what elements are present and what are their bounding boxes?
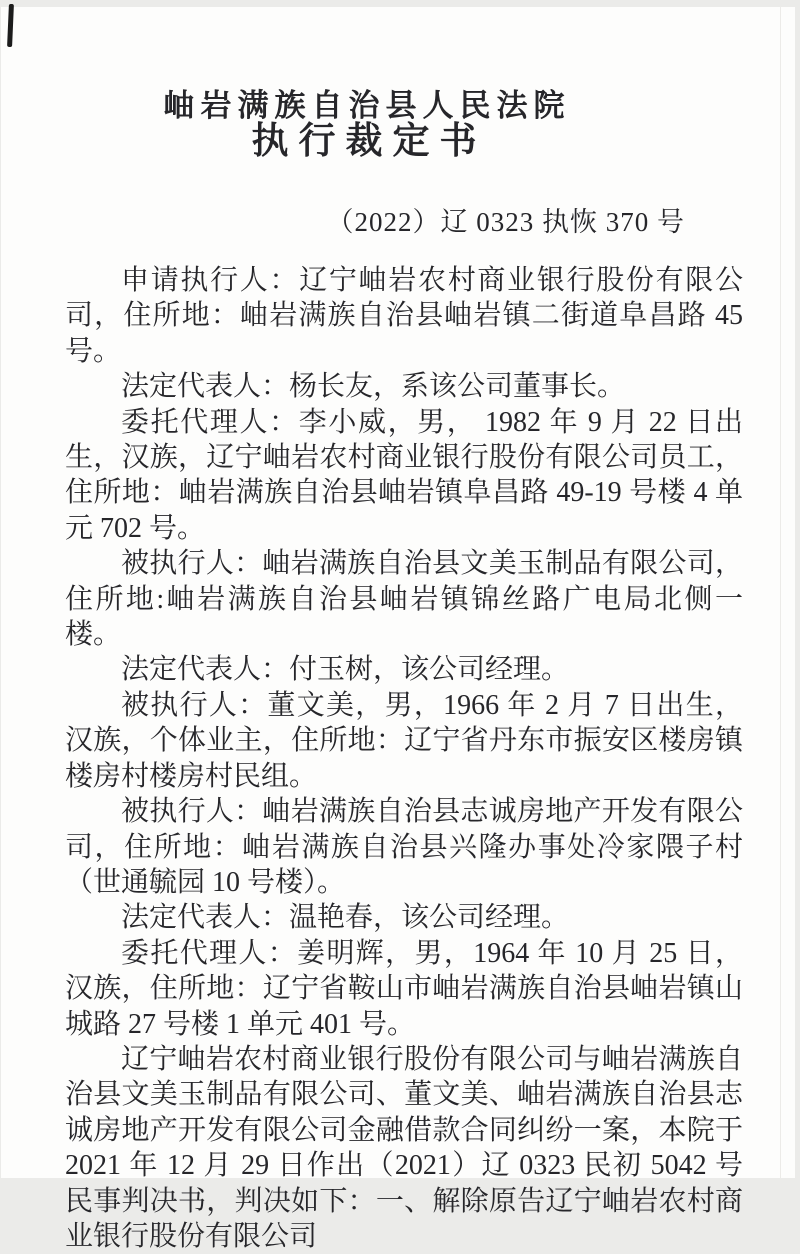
paragraph-agent-2: 委托代理人：姜明辉，男，1964 年 10 月 25 日，汉族，住所地：辽宁省鞍山市岫岩满族自治县岫岩镇山城路 27 号楼 1 单元 401 号。	[65, 937, 743, 1040]
paragraph-respondent-2: 被执行人：董文美，男，1966 年 2 月 7 日出生，汉族，个体业主，住所地：辽宁省丹东市振安区楼房镇楼房村楼房村民组。	[65, 689, 743, 792]
paragraph-applicant: 申请执行人：辽宁岫岩农村商业银行股份有限公司，住所地：岫岩满族自治县岫岩镇二街道阜昌路 45 号。	[65, 265, 743, 367]
paragraph-case-background: 辽宁岫岩农村商业银行股份有限公司与岫岩满族自治县文美玉制品有限公司、董文美、岫岩满族自治县志诚房地产开发有限公司金融借款合同纠纷一案，本院于 2021 年 12 月 29 日作出（2021）辽 0323 民初 5042 号民事判决书，判决如下：一、解除原告辽宁岫岩农村商业银行股份有限公司	[65, 1043, 743, 1252]
paragraph-legal-rep-3: 法定代表人：温艳春，该公司经理。	[121, 902, 570, 934]
document-body	[65, 263, 743, 1254]
paragraph-agent-1: 委托代理人：李小威，男， 1982 年 9 月 22 日出生，汉族，辽宁岫岩农村商业银行股份有限公司员工，住所地：岫岩满族自治县岫岩镇阜昌路 49-19 号楼 4 单元 702 号。	[65, 406, 743, 544]
court-name-title: 岫岩满族自治县人民法院	[163, 88, 571, 123]
paragraph-legal-rep-2: 法定代表人：付玉树，该公司经理。	[121, 654, 570, 686]
case-number: （2022）辽 0323 执恢 370 号	[326, 207, 685, 237]
paragraph-legal-rep-1: 法定代表人：杨长友，系该公司董事长。	[121, 371, 626, 403]
document-title: 执行裁定书	[251, 121, 487, 162]
paragraph-respondent-1: 被执行人：岫岩满族自治县文美玉制品有限公司，住所地:岫岩满族自治县岫岩镇锦丝路广电局北侧一楼。	[65, 548, 743, 651]
document-page	[1, 7, 795, 1252]
paragraph-respondent-3: 被执行人：岫岩满族自治县志诚房地产开发有限公司，住所地：岫岩满族自治县兴隆办事处冷家隈子村（世通毓园 10 号楼）。	[65, 796, 743, 898]
